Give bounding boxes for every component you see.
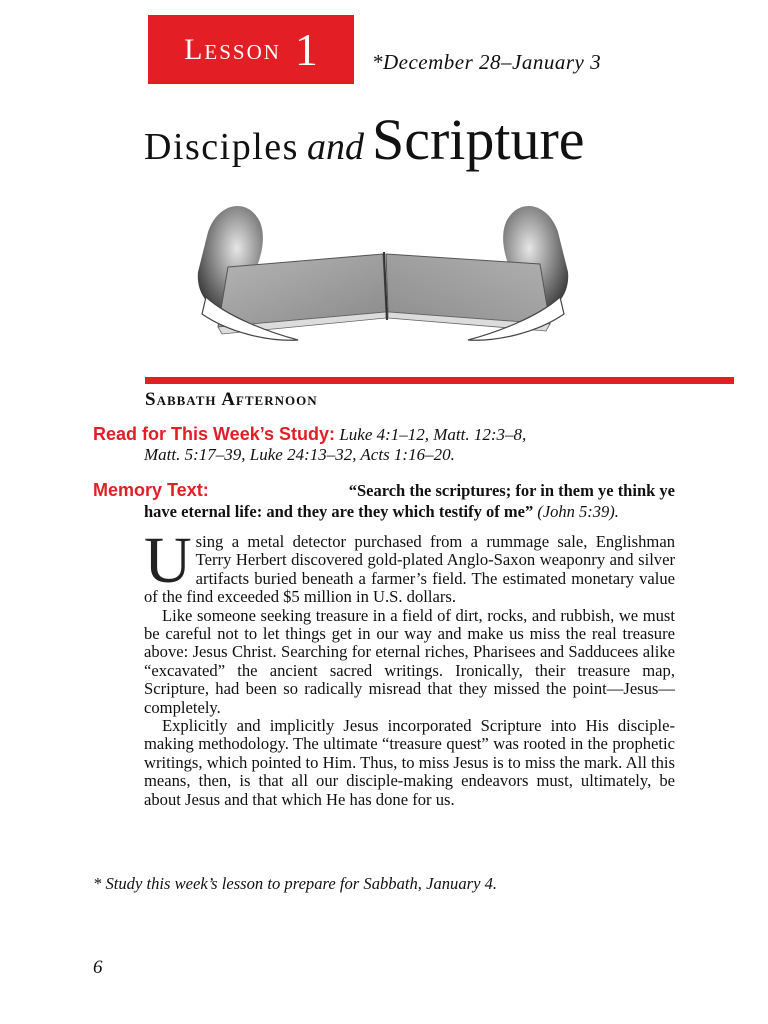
study-label: Read for This Week’s Study:: [93, 424, 336, 444]
body-paragraph-3: Explicitly and implicitly Jesus incorporated Scripture into His disciple-making methodology. The ultimate “treasure quest” was rooted in the prophetic writings, which pointed to Him. Thus, to miss Jesus is to miss the mark. All this means, then, is that all our disciple-making endeavors must, ultimately, be about Jesus and that which He has done for us.: [144, 716, 675, 809]
study-line-2: [93, 445, 675, 465]
date-range: *December 28–January 3: [372, 50, 602, 74]
section-divider-rule: [145, 377, 734, 384]
memory-text-line1: “Search the scriptures; for in them ye think ye: [348, 481, 675, 500]
title-word-disciples: Disciples: [144, 126, 299, 168]
memory-row-1: [93, 480, 675, 501]
lesson-banner: [148, 15, 354, 84]
title-word-and: and: [306, 126, 364, 168]
page-number: 6: [93, 957, 103, 978]
study-line-1: [93, 424, 675, 445]
study-refs-line2: Matt. 5:17–39, Luke 24:13–32, Acts 1:16–20.: [144, 445, 455, 464]
page-title: [144, 106, 585, 173]
memory-reference: (John 5:39).: [537, 502, 619, 521]
body-paragraph-1-text: sing a metal detector purchased from a rummage sale, Englishman Terry Herbert discovered gold-plated Anglo-Saxon weaponry and silver artifacts buried beneath a farmer’s field. The estimated monetary value of the find exceeded $5 million in U.S. dollars.: [144, 532, 675, 607]
lesson-body: [144, 524, 675, 809]
drop-cap: U: [144, 524, 192, 597]
memory-text-block: [93, 480, 675, 522]
memory-label: Memory Text:: [93, 480, 209, 500]
footnote: * Study this week’s lesson to prepare for Sabbath, January 4.: [93, 874, 498, 893]
weekly-study-references: [93, 424, 675, 465]
lesson-number: 1: [294, 23, 318, 75]
open-bible-in-hands-illustration: [188, 192, 578, 362]
study-refs-line1: Luke 4:1–12, Matt. 12:3–8,: [339, 425, 527, 444]
memory-row-2: [93, 501, 675, 522]
body-paragraph-2: Like someone seeking treasure in a field of dirt, rocks, and rubbish, we must be careful not to let things get in our way and make us miss the real treasure above: Jesus Christ. Searching for eternal riches, Pharisees and Sadducees alike “excavated” the ancient sacred writings. Ironically, their treasure map, Scripture, had been so radically misread that they missed the point—Jesus—completely.: [144, 605, 675, 717]
memory-text-line2: have eternal life: and they are they which testify of me”: [144, 502, 534, 521]
body-paragraph-1: [144, 524, 675, 607]
lesson-label: Lesson: [184, 32, 281, 66]
title-word-scripture: Scripture: [371, 107, 585, 172]
section-heading: Sabbath Afternoon: [145, 389, 318, 410]
